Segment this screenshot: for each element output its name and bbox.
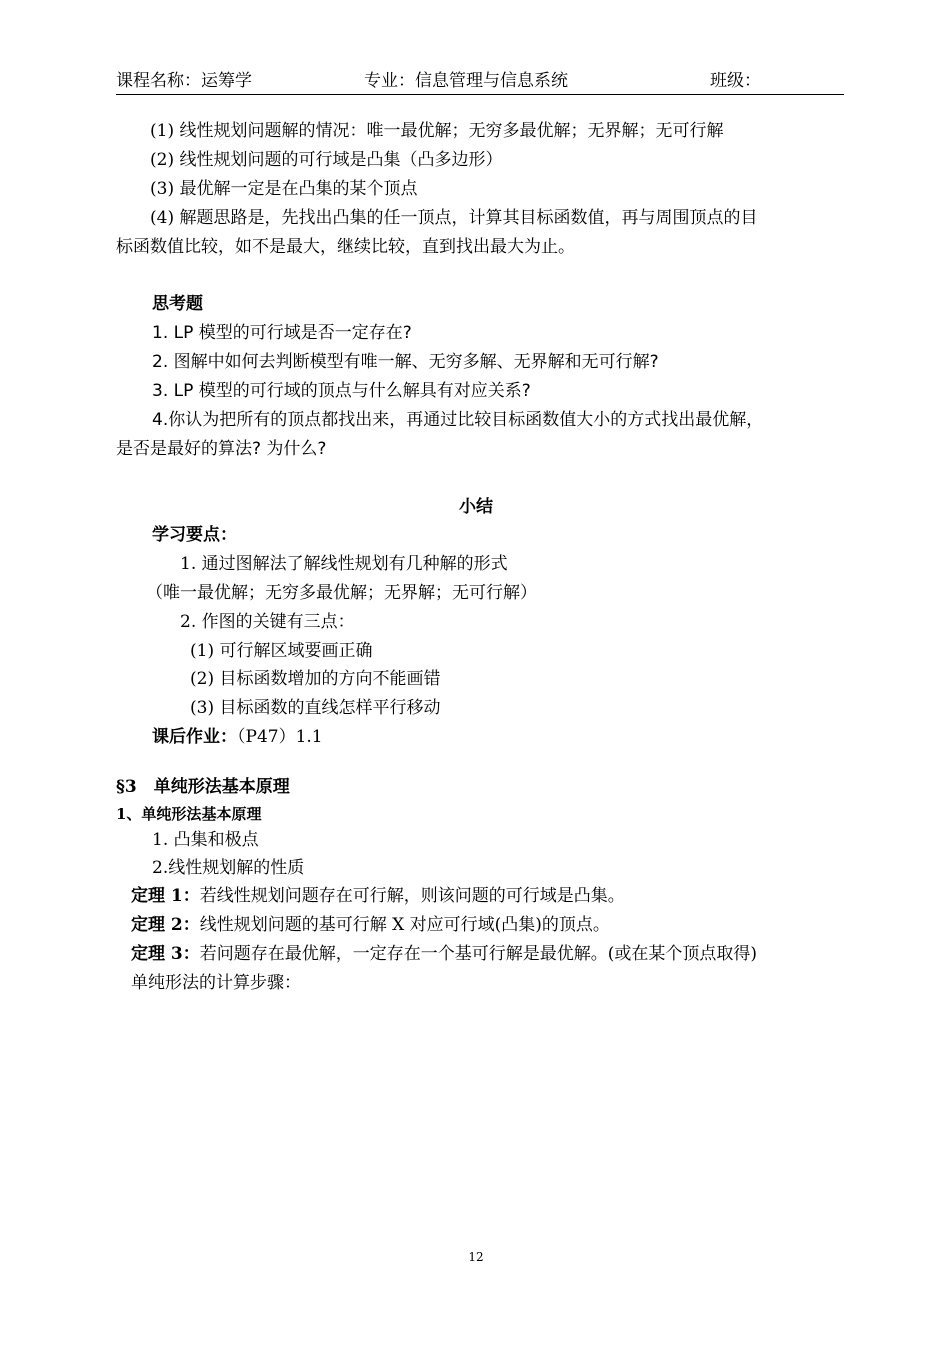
questions-title: 思考题 [152,294,203,314]
theorem-2-label: 定理 2： [131,915,200,935]
question-4-line2: 是否是最好的算法? 为什么? [116,439,327,459]
question-3: 3. LP 模型的可行域的顶点与什么解具有对应关系? [152,381,531,401]
summary-title: 小结 [459,497,493,517]
summary-item-1-sub: （唯一最优解；无穷多最优解；无界解；无可行解） [146,583,537,603]
summary-item-1: 1. 通过图解法了解线性规划有几种解的形式 [180,554,508,574]
section-3-subtitle: 1、单纯形法基本原理 [116,805,262,823]
simplex-steps-heading: 单纯形法的计算步骤： [131,973,301,993]
header-class: 班级： [710,71,761,91]
summary-points-label: 学习要点： [152,525,237,545]
question-2: 2. 图解中如何去判断模型有唯一解、无穷多解、无界解和无可行解? [152,352,659,372]
section-3-item-1: 1. 凸集和极点 [152,830,259,850]
theorem-2 [131,914,610,936]
summary-item-2b: (2) 目标函数增加的方向不能画错 [190,669,441,689]
summary-item-2a: (1) 可行解区域要画正确 [190,641,373,661]
page-header [116,70,844,95]
section-3-item-2: 2.线性规划解的性质 [152,858,305,878]
question-4-line1: 4.你认为把所有的顶点都找出来，再通过比较目标函数值大小的方式找出最优解， [152,410,764,430]
summary-item-2: 2. 作图的关键有三点： [180,612,355,632]
theorem-1-text: 若线性规划问题存在可行解，则该问题的可行域是凸集。 [199,886,625,906]
theorem-2-text: 线性规划问题的基可行解 X 对应可行域(凸集)的顶点。 [199,915,610,935]
question-1: 1. LP 模型的可行域是否一定存在? [152,323,412,343]
theorem-3-label: 定理 3： [131,944,200,964]
homework-line [152,726,323,748]
page-number: 12 [468,1250,484,1264]
header-course: 课程名称：运筹学 [116,71,252,91]
theorem-1 [131,885,625,907]
summary-item-2c: (3) 目标函数的直线怎样平行移动 [190,698,441,718]
intro-item-3: (3) 最优解一定是在凸集的某个顶点 [150,179,418,199]
homework-label: 课后作业： [152,727,237,747]
theorem-3 [131,943,757,965]
intro-item-4-line1: (4) 解题思路是，先找出凸集的任一顶点，计算其目标函数值，再与周围顶点的目 [150,208,758,228]
header-major: 专业：信息管理与信息系统 [364,71,568,91]
intro-item-4-line2: 标函数值比较，如不是最大，继续比较，直到找出最大为止。 [116,237,575,257]
section-3-title: §3 单纯形法基本原理 [116,777,290,797]
theorem-1-label: 定理 1： [131,886,200,906]
theorem-3-text: 若问题存在最优解，一定存在一个基可行解是最优解。(或在某个顶点取得) [199,944,758,964]
intro-item-1: (1) 线性规划问题解的情况：唯一最优解；无穷多最优解；无界解；无可行解 [150,121,724,141]
intro-item-2: (2) 线性规划问题的可行域是凸集（凸多边形） [150,150,503,170]
homework-value: （P47）1.1 [237,727,323,747]
